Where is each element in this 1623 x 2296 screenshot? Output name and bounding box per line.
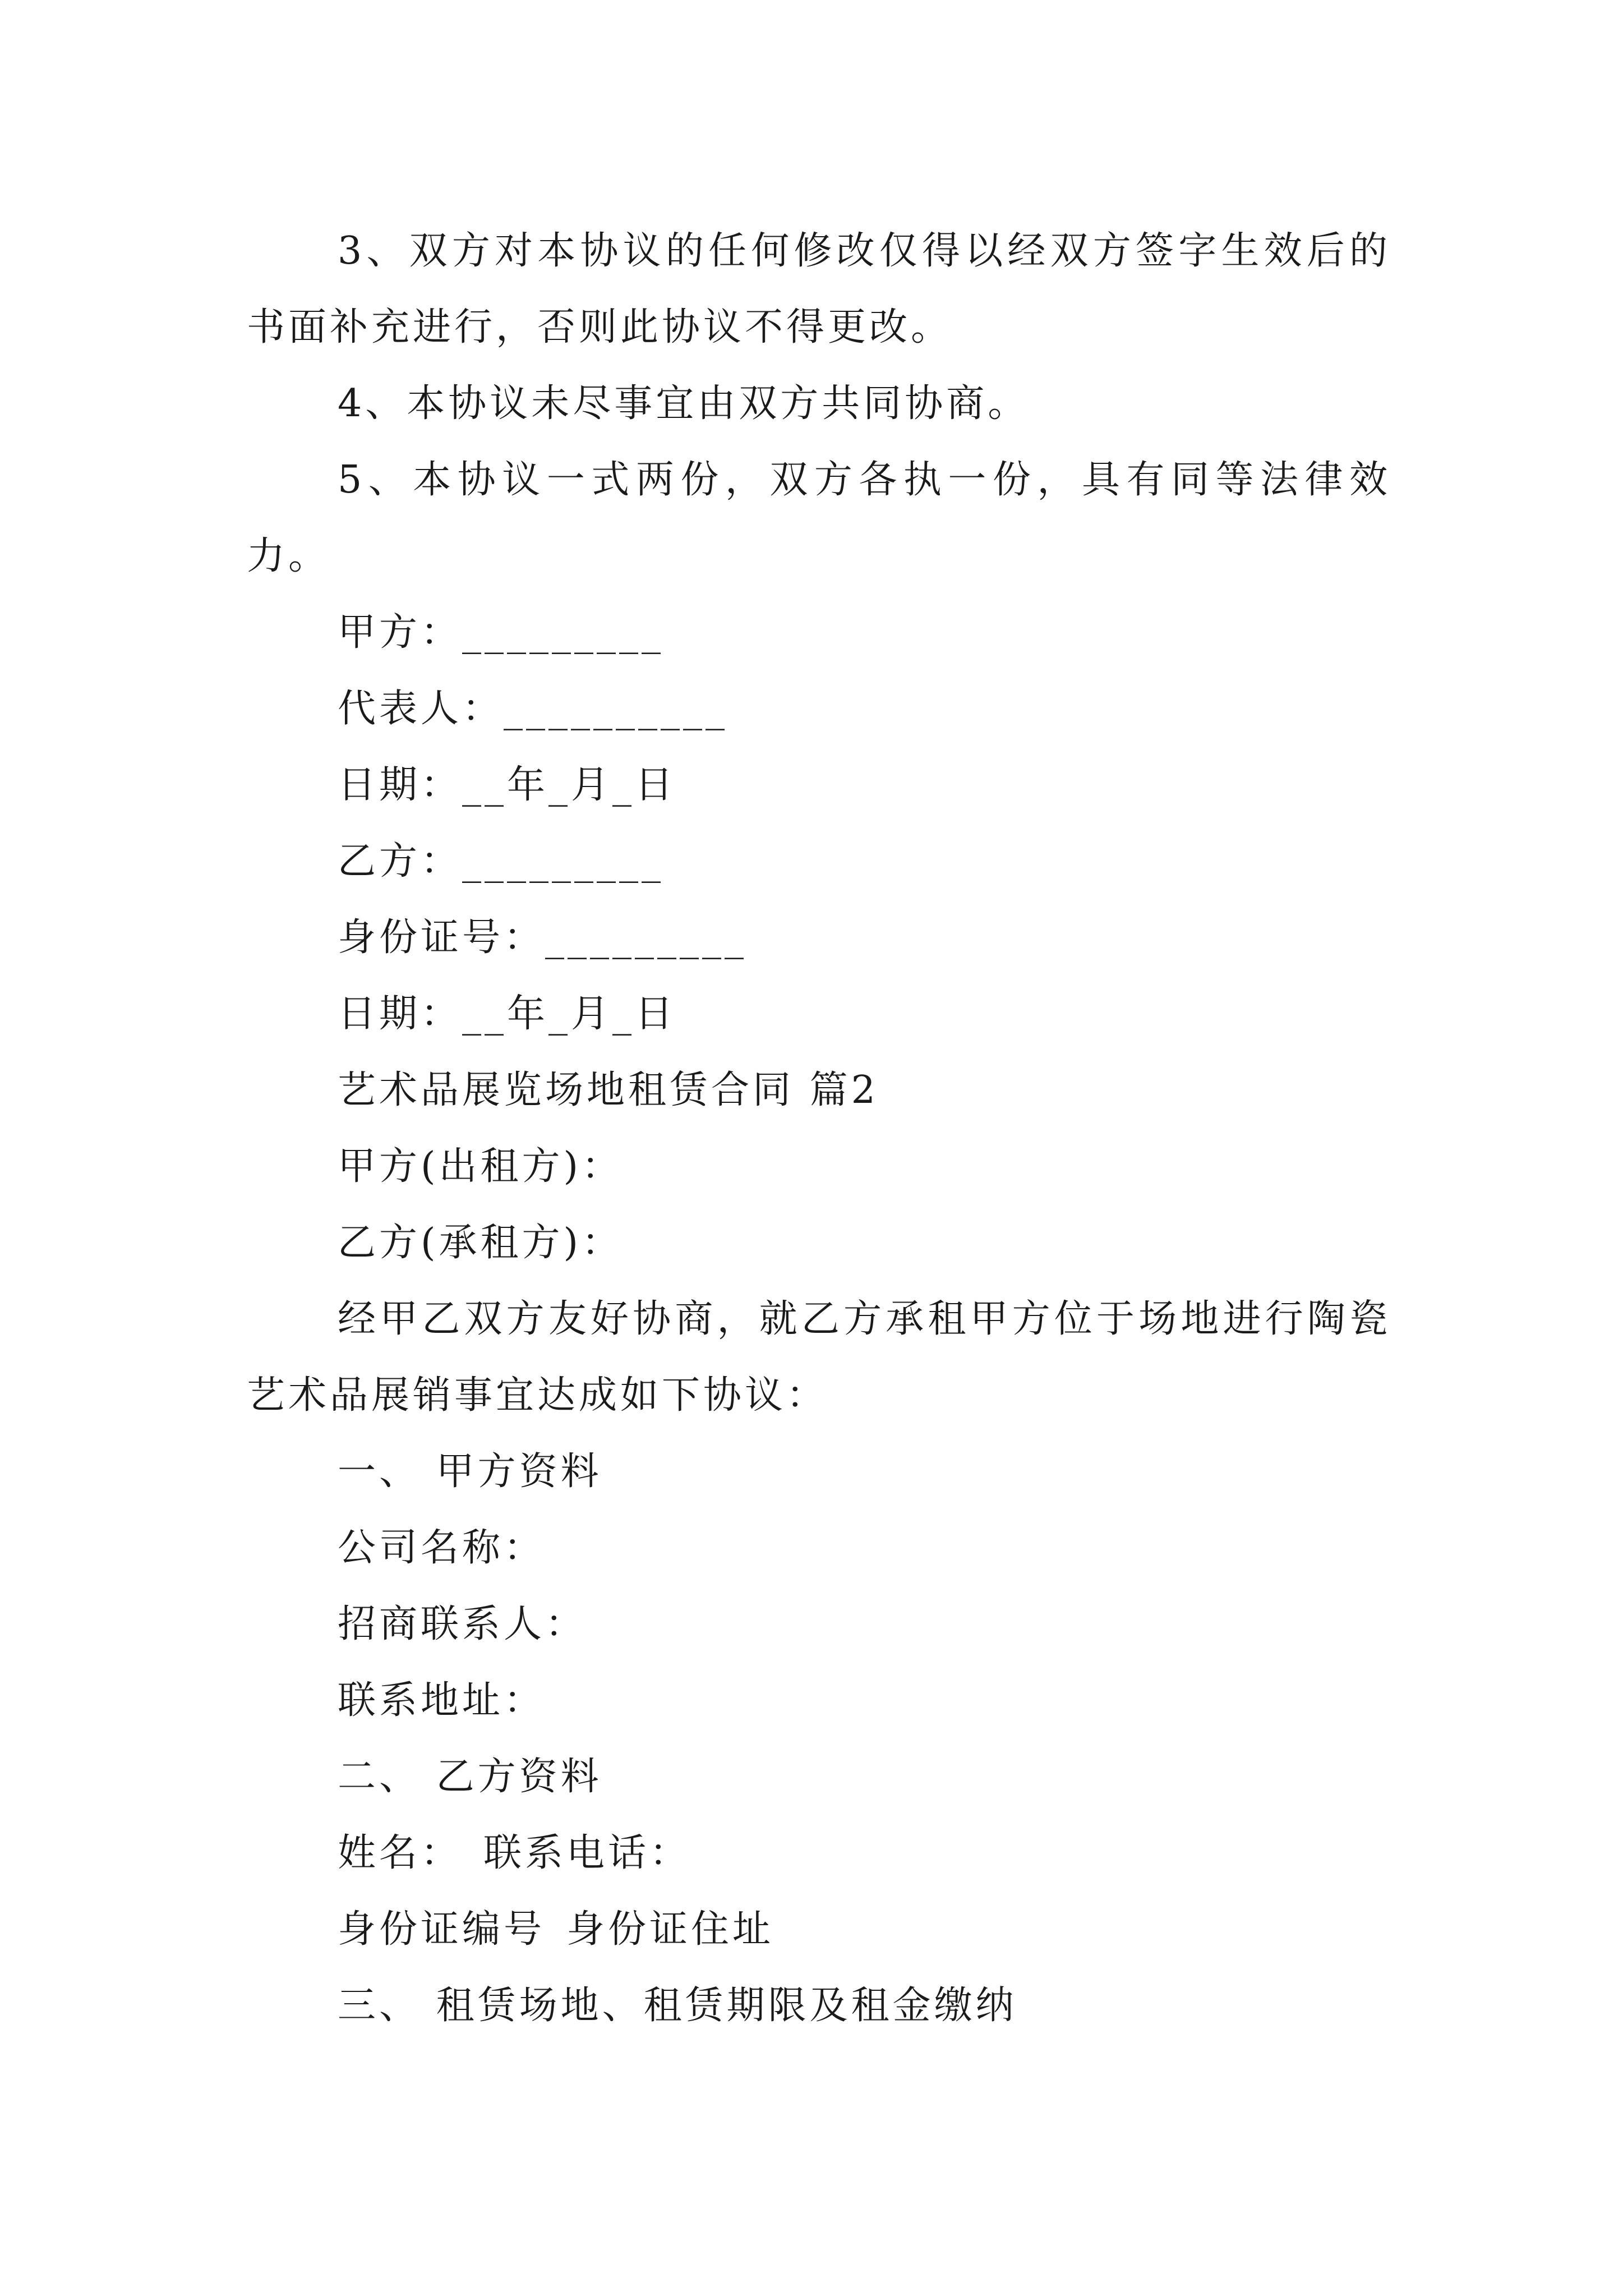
clause-3: 3、双方对本协议的任何修改仅得以经双方签字生效后的书面补充进行，否则此协议不得更改。 <box>247 229 1391 349</box>
representative-field: 代表人：__________ <box>338 687 728 731</box>
id-number-field: 身份证号：_________ <box>338 915 748 960</box>
clause-4: 4、本协议未尽事宜由双方共同协商。 <box>338 381 1030 426</box>
date-field-b: 日期：__年_月_日 <box>338 992 677 1036</box>
contact-person-label: 招商联系人： <box>338 1602 587 1646</box>
name-phone-row <box>247 1815 1391 1892</box>
section-3-heading: 三、 租赁场地、租赁期限及租金缴纳 <box>338 1984 1017 2028</box>
id-no-label: 身份证编号 <box>338 1907 546 1952</box>
phone-label: 联系电话： <box>483 1831 691 1875</box>
date-field-a: 日期：__年_月_日 <box>338 763 677 807</box>
party-a-field: 甲方：_________ <box>338 610 665 655</box>
contract-2-heading: 艺术品展览场地租赁合同 篇2 <box>338 1068 879 1112</box>
contract-2-intro: 经甲乙双方友好协商，就乙方承租甲方位于场地进行陶瓷艺术品展销事宜达成如下协议： <box>247 1297 1391 1418</box>
lessor-label: 甲方(出租方)： <box>338 1144 624 1189</box>
lessee-label: 乙方(承租方)： <box>338 1221 624 1265</box>
party-b-field: 乙方：_________ <box>338 839 665 884</box>
document-body <box>247 213 1391 2044</box>
clause-5: 5、本协议一式两份，双方各执一份，具有同等法律效力。 <box>247 458 1391 578</box>
name-label: 姓名： <box>338 1831 463 1875</box>
contact-address-label: 联系地址： <box>338 1678 546 1723</box>
section-2-heading: 二、 乙方资料 <box>338 1755 602 1799</box>
company-name-label: 公司名称： <box>338 1526 546 1570</box>
id-address-label: 身份证住址 <box>566 1907 774 1952</box>
section-1-heading: 一、 甲方资料 <box>338 1450 602 1494</box>
id-row <box>247 1892 1391 1968</box>
